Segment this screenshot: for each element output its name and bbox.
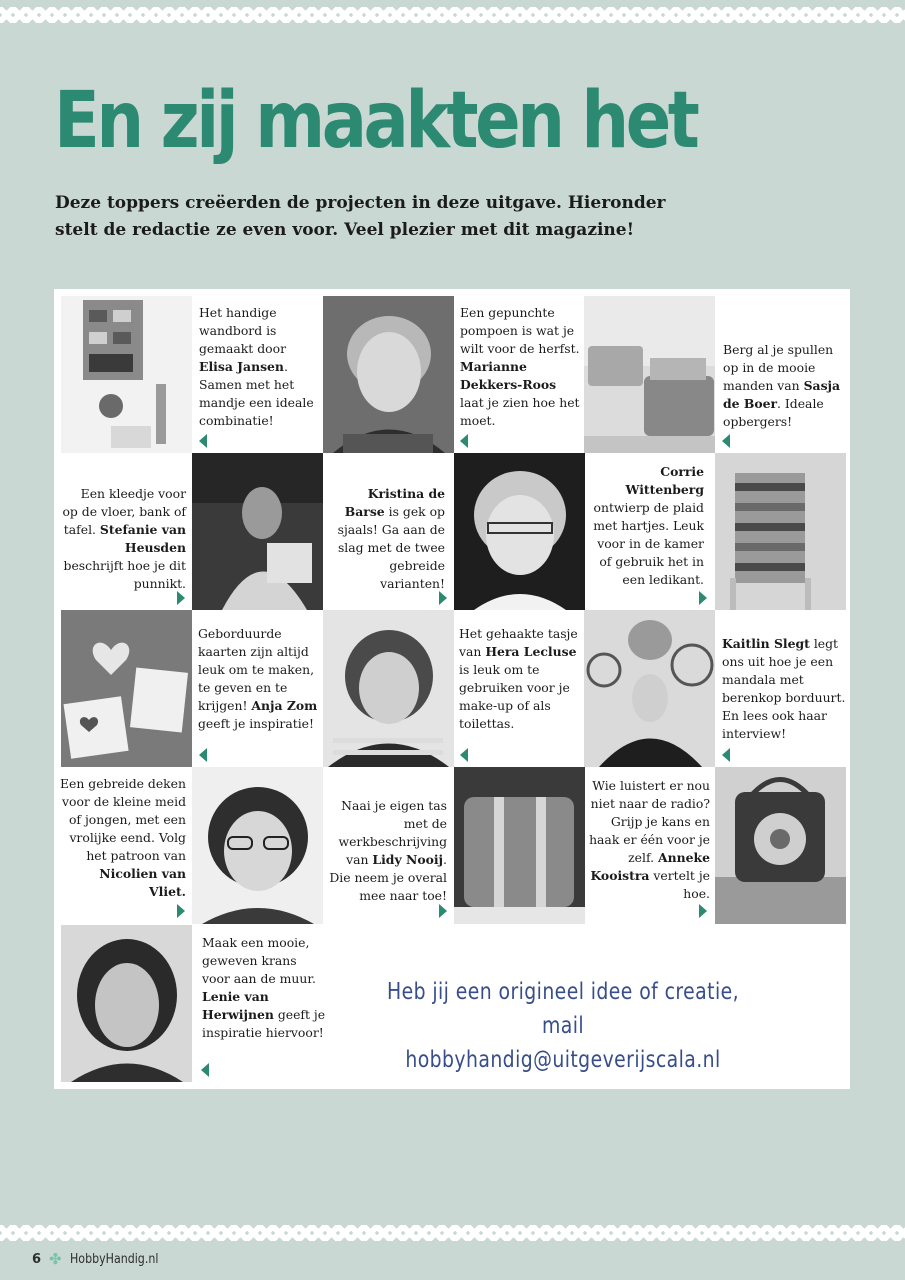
contributor-description: vertelt je hoe.: [649, 868, 710, 901]
arrow-left-icon: [460, 748, 468, 762]
contributor-text-corrie: [588, 463, 704, 589]
arrow-left-icon: [201, 1063, 209, 1077]
portrait-photo: [61, 925, 192, 1082]
contributor-name: Sasja de Boer: [723, 378, 841, 411]
arrow-right-icon: [699, 591, 707, 605]
contributor-text-hera: [459, 625, 583, 733]
contributor-description: legt ons uit hoe je een mandala met berenkop borduurt. En lees ook haar interview!: [722, 636, 846, 741]
portrait-photo: [323, 296, 454, 453]
contributor-description: Het handige wandbord is gemaakt door: [199, 305, 286, 356]
contributor-name: Kaitlin Slegt: [722, 636, 810, 651]
contributor-description: Een kleedje voor op de vloer, bank of tafel.: [62, 486, 186, 537]
portrait-photo: [323, 610, 454, 767]
page-number: 6: [32, 1251, 42, 1267]
contributor-name: Marianne Dekkers-Roos: [460, 359, 557, 392]
cards-photo: [61, 610, 192, 767]
portrait-photo: [584, 610, 715, 767]
page-title: En zij maakten het: [54, 76, 697, 166]
cta-line-2: mail hobbyhandig@uitgeverijscala.nl: [405, 1013, 721, 1073]
arrow-right-icon: [177, 904, 185, 918]
intro-text: Deze toppers creëerden de projecten in deze uitgave. Hieronder stelt de redactie ze even voor. Veel plezier met dit magazine!: [55, 193, 666, 240]
contributor-text-kristina: [329, 485, 445, 593]
contributor-text-elisa: [199, 304, 319, 430]
contributor-description: Een gebreide deken voor de kleine meid of jongen, met een vrolijke eend. Volg het patroon van: [60, 776, 186, 863]
arrow-right-icon: [439, 904, 447, 918]
arrow-left-icon: [199, 748, 207, 762]
contributor-name: Lidy Nooij: [372, 852, 444, 867]
page-footer: [32, 1250, 174, 1268]
portrait-photo: [192, 767, 323, 924]
baskets-photo: [584, 296, 715, 453]
contributor-text-kaitlin: [722, 635, 846, 743]
contributor-name: Lenie van Herwijnen: [202, 989, 274, 1022]
cta-line-1: Heb jij een origineel idee of creatie,: [386, 979, 740, 1005]
contributor-text-lidy: [326, 797, 447, 905]
decorative-diamond-border-bottom: [0, 1222, 905, 1244]
arrow-left-icon: [722, 434, 730, 448]
site-name: HobbyHandig.nl: [69, 1251, 159, 1267]
contributor-description: is gek op sjaals! Ga aan de slag met de twee gebreide varianten!: [337, 504, 445, 591]
radio-photo: [715, 767, 846, 924]
call-to-action: [387, 975, 740, 1077]
contributor-description: laat je zien hoe het moet.: [460, 395, 580, 428]
contributor-description: geeft je inspiratie!: [198, 716, 314, 731]
contributor-description: Geborduurde kaarten zijn altijd leuk om te maken, te geven en te krijgen!: [198, 626, 315, 713]
blanket-photo: [715, 453, 846, 610]
portrait-photo: [454, 453, 585, 610]
contributor-text-nicolien: [60, 775, 186, 901]
contributor-description: geeft je inspiratie hiervoor!: [202, 1007, 326, 1040]
contributor-name: Hera Lecluse: [485, 644, 577, 659]
contributor-description: Naai je eigen tas met de werkbeschrijving van: [338, 798, 447, 867]
contributor-name: Anneke Kooistra: [590, 850, 710, 883]
arrow-left-icon: [199, 434, 207, 448]
contributor-description: Maak een mooie, geweven krans voor aan de muur.: [202, 935, 316, 986]
contributor-text-stefanie: [62, 485, 186, 593]
contributor-text-lenie: [202, 934, 326, 1042]
clover-icon: ✤: [49, 1250, 62, 1268]
arrow-right-icon: [699, 904, 707, 918]
arrow-right-icon: [177, 591, 185, 605]
contributor-name: Corrie Wittenberg: [625, 464, 704, 497]
contributor-text-anneke: [588, 777, 710, 903]
contributor-description: Wie luistert er nou niet naar de radio? Grijp je kans en haak er één voor je zelf.: [589, 778, 710, 865]
contributor-description: . Samen met het mandje een ideale combinatie!: [199, 359, 314, 428]
arrow-right-icon: [439, 591, 447, 605]
contributor-text-anja: [198, 625, 322, 733]
contributor-description: . Ideale opbergers!: [723, 396, 824, 429]
contributor-name: Stefanie van Heusden: [99, 522, 186, 555]
wall-organizer-photo: [61, 296, 192, 453]
contributor-description: ontwierp de plaid met hartjes. Leuk voor in de kamer of gebruik het in een ledikant.: [593, 500, 704, 587]
contributor-name: Nicolien van Vliet.: [99, 866, 186, 899]
contributor-description: . Die neem je overal mee naar toe!: [329, 852, 447, 903]
arrow-left-icon: [722, 748, 730, 762]
decorative-diamond-border-top: [0, 4, 905, 26]
bag-photo: [454, 767, 585, 924]
contributor-name: Elisa Jansen: [199, 359, 284, 374]
contributor-description: Berg al je spullen op in de mooie manden van: [723, 342, 834, 393]
portrait-photo: [192, 453, 323, 610]
contributor-description: Het gehaakte tasje van: [459, 626, 578, 659]
arrow-left-icon: [460, 434, 468, 448]
contributor-name: Anja Zom: [251, 698, 318, 713]
contributor-description: Een gepunchte pompoen is wat je wilt voor de herfst.: [460, 305, 580, 356]
contributors-grid: [54, 289, 850, 1089]
contributor-text-sasja: [723, 341, 847, 431]
contributor-name: Kristina de Barse: [344, 486, 445, 519]
contributor-description: beschrijft hoe je dit punnikt.: [63, 558, 186, 591]
contributor-text-marianne: [460, 304, 582, 430]
contributor-description: is leuk om te gebruiken voor je make-up of als toilettas.: [459, 662, 570, 731]
